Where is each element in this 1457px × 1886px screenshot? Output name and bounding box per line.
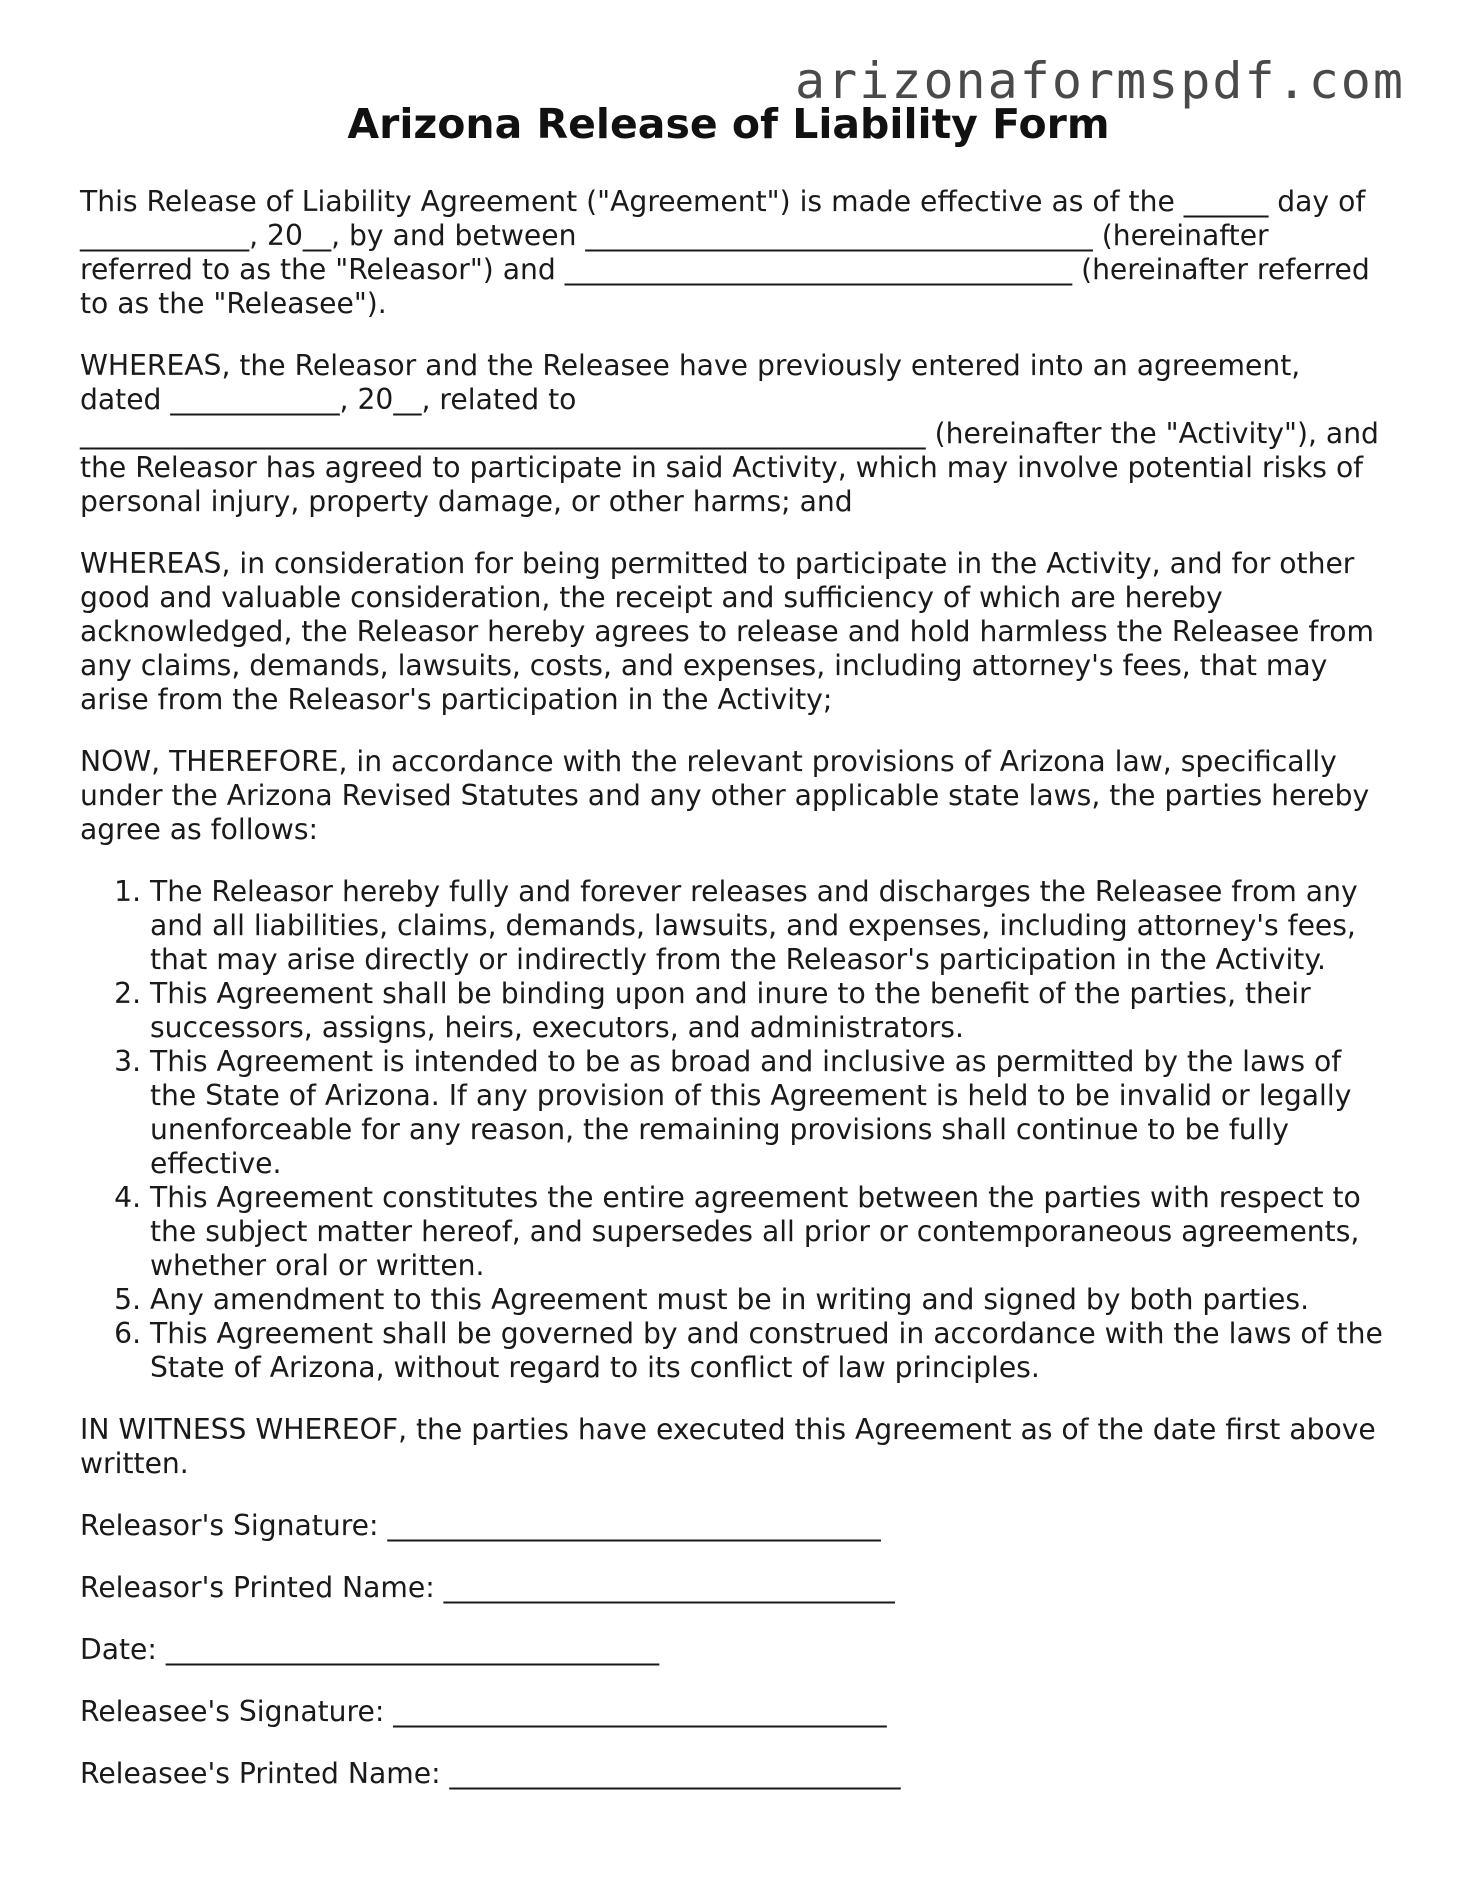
clauses-list xyxy=(80,875,1390,1385)
clause-item: 2. This Agreement shall be binding upon and inure to the benefit of the parties, their successors, assigns, heirs, executors, and administrators. xyxy=(150,977,1390,1045)
whereas-consideration-paragraph: WHEREAS, in consideration for being permitted to participate in the Activity, and for other good and valuable consideration, the receipt and sufficiency of which are hereby acknowledged, the Releasor hereby agrees to release and hold harmless the Releasee from any claims, demands, lawsuits, costs, and expenses, including attorney's fees, that may arise from the Releasor's participation in the Activity; xyxy=(80,547,1374,716)
clause-item: 4. This Agreement constitutes the entire agreement between the parties with respect to the subject matter hereof, and supersedes all prior or contemporaneous agreements, whether oral or written. xyxy=(150,1181,1390,1283)
clause-item: 3. This Agreement is intended to be as broad and inclusive as permitted by the laws of the State of Arizona. If any provision of this Agreement is held to be invalid or legally unenforceable for any reason, the remaining provisions shall continue to be fully effective. xyxy=(150,1045,1390,1181)
witness-paragraph: IN WITNESS WHEREOF, the parties have executed this Agreement as of the date first above written. xyxy=(80,1413,1376,1480)
watermark: arizonaformspdf.com xyxy=(795,52,1405,110)
document-body xyxy=(80,185,1390,1819)
releasee-printed-name-field[interactable]: Releasee's Printed Name: ________________________________ xyxy=(80,1757,901,1790)
therefore-paragraph: NOW, THEREFORE, in accordance with the relevant provisions of Arizona law, specifically under the Arizona Revised Statutes and any other applicable state laws, the parties hereby agree as follows: xyxy=(80,745,1370,846)
releasor-signature-field[interactable]: Releasor's Signature: ___________________________________ xyxy=(80,1509,881,1542)
page-title: Arizona Release of Liability Form xyxy=(347,100,1110,148)
clause-item: 5. Any amendment to this Agreement must be in writing and signed by both parties. xyxy=(150,1283,1390,1317)
clause-item: 6. This Agreement shall be governed by and construed in accordance with the laws of the State of Arizona, without regard to its conflict of law principles. xyxy=(150,1317,1390,1385)
releasor-printed-name-field[interactable]: Releasor's Printed Name: ________________________________ xyxy=(80,1571,895,1604)
clause-item: 1. The Releasor hereby fully and forever releases and discharges the Releasee from any and all liabilities, claims, demands, lawsuits, and expenses, including attorney's fees, that may arise directly or indirectly from the Releasor's participation in the Activity. xyxy=(150,875,1390,977)
whereas-activity-paragraph: WHEREAS, the Releasor and the Releasee have previously entered into an agreement, dated ____________, 20__, related to ____________________________________________________________ (hereinafter the "Activity"), and the Releasor has agreed to participate in said Activity, which may involve potential risks of personal injury, property damage, or other harms; and xyxy=(80,349,1379,518)
intro-paragraph: This Release of Liability Agreement ("Agreement") is made effective as of the ______ day of ____________, 20__, by and between ____________________________________ (hereinafter referred to as the "Releasor") and ____________________________________ (hereinafter referred to as the "Releasee"). xyxy=(80,185,1370,320)
releasee-signature-field[interactable]: Releasee's Signature: ___________________________________ xyxy=(80,1695,887,1728)
date-field[interactable]: Date: ___________________________________ xyxy=(80,1633,660,1666)
